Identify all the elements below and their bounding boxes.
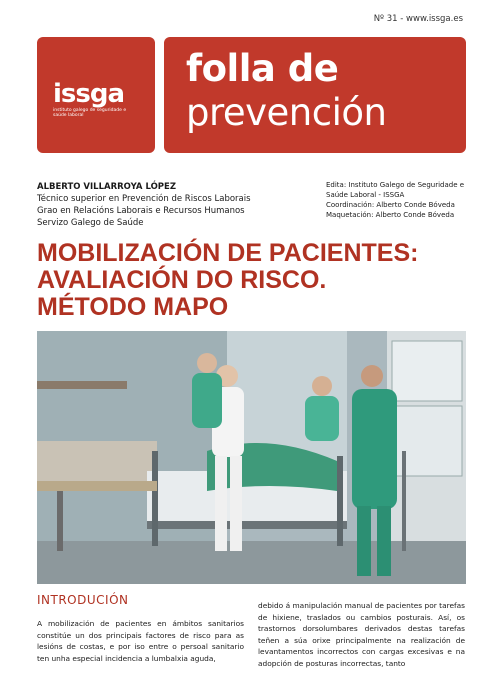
credits-line-1: Edita: Instituto Galego de Seguridade e xyxy=(326,181,465,189)
title-line-2: prevención xyxy=(186,91,387,134)
issga-logo xyxy=(53,81,145,119)
section-title-introduction: INTRODUCIÓN xyxy=(37,593,129,607)
issue-info: Nº 31 - www.issga.es xyxy=(373,14,463,24)
title-box xyxy=(164,37,466,153)
hospital-photo xyxy=(37,331,466,584)
logo-text: issga xyxy=(53,79,125,109)
author-role-1: Técnico superior en Prevención de Riscos Laborais xyxy=(37,194,251,204)
author-block xyxy=(37,181,297,229)
credits-line-2: Saúde Laboral - ISSGA xyxy=(326,191,405,199)
body-column-right: debido á manipulación manual de pacientes por tarefas de hixiene, traslados ou cambios posturais. Así, os trastornos dorsolumbares derivados destas tarefas teñen a súa orixe principalmente na realización de levantamentos incorrectos con cargas excesivas e na adopción de posturas incorrectas, tanto xyxy=(258,601,465,668)
article-headline xyxy=(37,240,467,321)
title-line-1: folla de xyxy=(186,47,339,90)
credits-line-4: Maquetación: Alberto Conde Bóveda xyxy=(326,211,455,219)
author-name: ALBERTO VILLARROYA LÓPEZ xyxy=(37,182,177,192)
body-column-left: A mobilización de pacientes en ámbitos sanitarios constitúe un dos principais factores de risco para as lesións de costas, e por iso entre o persoal sanitario ten unha especial incidencia a lumbalxia aguda, xyxy=(37,619,244,663)
headline-line-2: AVALIACIÓN DO RISCO. xyxy=(37,266,327,294)
credits-block xyxy=(326,180,466,220)
credits-line-3: Coordinación: Alberto Conde Bóveda xyxy=(326,201,455,209)
author-role-2: Grao en Relacións Laborais e Recursos Humanos xyxy=(37,206,245,216)
headline-line-3: MÉTODO MAPO xyxy=(37,293,229,321)
logo-box xyxy=(37,37,155,153)
headline-line-1: MOBILIZACIÓN DE PACIENTES: xyxy=(37,239,419,267)
logo-subtitle: instituto galego de seguridade e saúde laboral xyxy=(53,108,127,118)
author-role-3: Servizo Galego de Saúde xyxy=(37,218,144,228)
photo-illustration xyxy=(37,331,466,584)
